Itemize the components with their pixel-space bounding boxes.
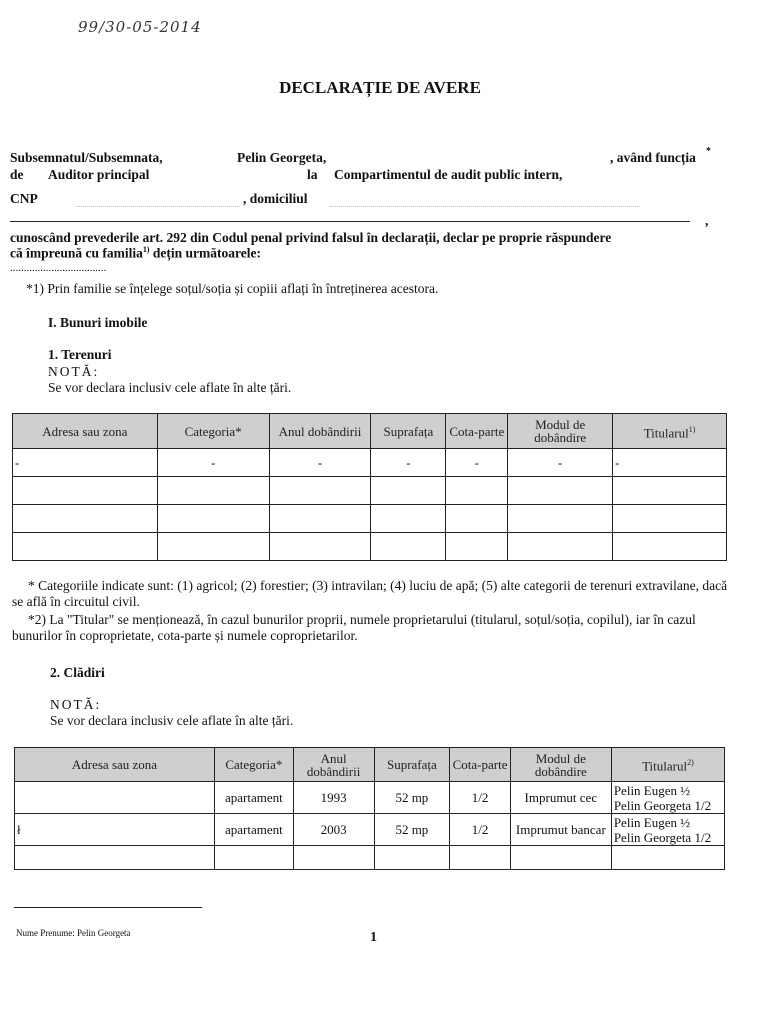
intro-line-2b: dețin următoarele: [149,245,262,261]
handwritten-registration-note: 99/30-05-2014 [78,18,202,36]
domiciliu-redacted-field [330,190,640,207]
col-modul: Modul de dobândire [510,748,611,782]
subsemnatul-label: Subsemnatul/Subsemnata, [10,150,163,165]
col-titular-sup: 1) [688,424,696,434]
col-titular [611,748,724,782]
footnote-1: *1) Prin familie se înțelege soțul/soția și copiii aflați în întreținerea acestora. [26,281,439,296]
nota-label-1: NOTĂ: [48,364,100,379]
intro-line-2a: că împreună cu familia [10,245,143,261]
table-row [15,814,725,846]
intro-dots: ................................... [10,262,107,274]
nota-text-2: Se vor declara inclusiv cele aflate în alte țări. [50,713,294,728]
page-number: 1 [370,930,377,945]
nota-text-1: Se vor declara inclusiv cele aflate în alte țări. [48,380,292,395]
footer-rule [14,907,202,908]
cota-cell: 1/2 [450,814,511,846]
table-row [15,782,725,814]
col-categoria: Categoria* [214,748,293,782]
suprafata-cell: 52 mp [374,814,450,846]
titular-line-1: Pelin Eugen ½ [613,814,691,830]
col-adresa: Adresa sau zona [15,748,215,782]
nota-label-2: NOTĂ: [50,697,102,712]
intro-sup: 1) [142,245,150,254]
table-cell: - [508,449,613,477]
document-title: DECLARAȚIE DE AVERE [279,78,481,97]
titular-line-1: Pelin Eugen ½ [613,782,691,798]
table-cell: - [13,449,158,477]
titular-note: *2) La "Titular" se menționează, în cazul bunurilor proprii, numele proprietarului (titularul, soțul/soția, copilul), iar în cazul bunurilor în coproprietate, cota-parte și numele coproprietarilor. [12,612,696,643]
section-1-title: I. Bunuri imobile [48,315,148,330]
domiciliul-label: , domiciliul [243,191,308,206]
table-row [13,477,727,505]
col-cota: Cota-parte [446,414,508,449]
cnp-redacted-field [75,190,240,207]
titular-line-2: Pelin Georgeta 1/2 [613,797,712,813]
terenuri-table [12,413,727,561]
categoria-cell: apartament [214,814,293,846]
col-suprafata: Suprafața [371,414,446,449]
col-titular-label: Titularul [643,425,689,441]
col-categoria: Categoria* [157,414,269,449]
anul-cell: 1993 [293,782,374,814]
col-suprafata: Suprafața [374,748,450,782]
titular-cell [611,782,724,814]
anul-cell: 2003 [293,814,374,846]
institutie-value: Compartimentul de audit public intern, [334,167,563,182]
cladiri-title: 2. Clădiri [50,665,105,680]
table-cell: - [269,449,371,477]
cota-cell: 1/2 [450,782,511,814]
declarant-name: Pelin Georgeta, [237,150,327,165]
table-row [15,846,725,870]
table-cell: - [446,449,508,477]
col-titular-label: Titularul [642,758,688,774]
trailing-comma: , [705,213,709,228]
asterisk-mark: * [706,146,711,157]
adresa-cell: ł [15,814,215,846]
categoria-cell: apartament [214,782,293,814]
col-adresa: Adresa sau zona [13,414,158,449]
table-row [13,533,727,561]
col-cota: Cota-parte [450,748,511,782]
adresa-cell [15,782,215,814]
col-modul: Modul de dobândire [508,414,613,449]
table-cell: - [371,449,446,477]
footer-name: Nume Prenume: Pelin Georgeta [16,928,131,938]
table-row [13,449,727,477]
col-anul: Anul dobândirii [269,414,371,449]
de-label: de [10,167,24,182]
col-titular-sup: 2) [687,758,694,768]
table-cell: - [157,449,269,477]
table-row [13,505,727,533]
la-label: la [307,167,318,182]
terenuri-title: 1. Terenuri [48,347,112,362]
intro-line-2 [10,245,261,262]
titular-line-2: Pelin Georgeta 1/2 [613,829,712,845]
modul-cell: Imprumut cec [510,782,611,814]
cnp-label: CNP [10,191,38,206]
table-cell: - [613,449,727,477]
cladiri-table [14,747,725,870]
intro-line-1: cunoscând prevederile art. 292 din Codul penal privind falsul în declarații, declar pe proprie răspundere [10,230,612,245]
avand-functia-label: , având funcția [610,150,696,165]
modul-cell: Imprumut bancar [510,814,611,846]
col-anul: Anul dobândirii [293,748,374,782]
titular-cell [611,814,724,846]
functie-value: Auditor principal [48,167,150,182]
categorii-note: * Categoriile indicate sunt: (1) agricol; (2) forestier; (3) intravilan; (4) luciu de apă; (5) alte categorii de terenuri extravilane, dacă se află în circuitul civil. [12,578,728,609]
address-underline [10,221,690,222]
suprafata-cell: 52 mp [374,782,450,814]
col-titular [613,414,727,449]
